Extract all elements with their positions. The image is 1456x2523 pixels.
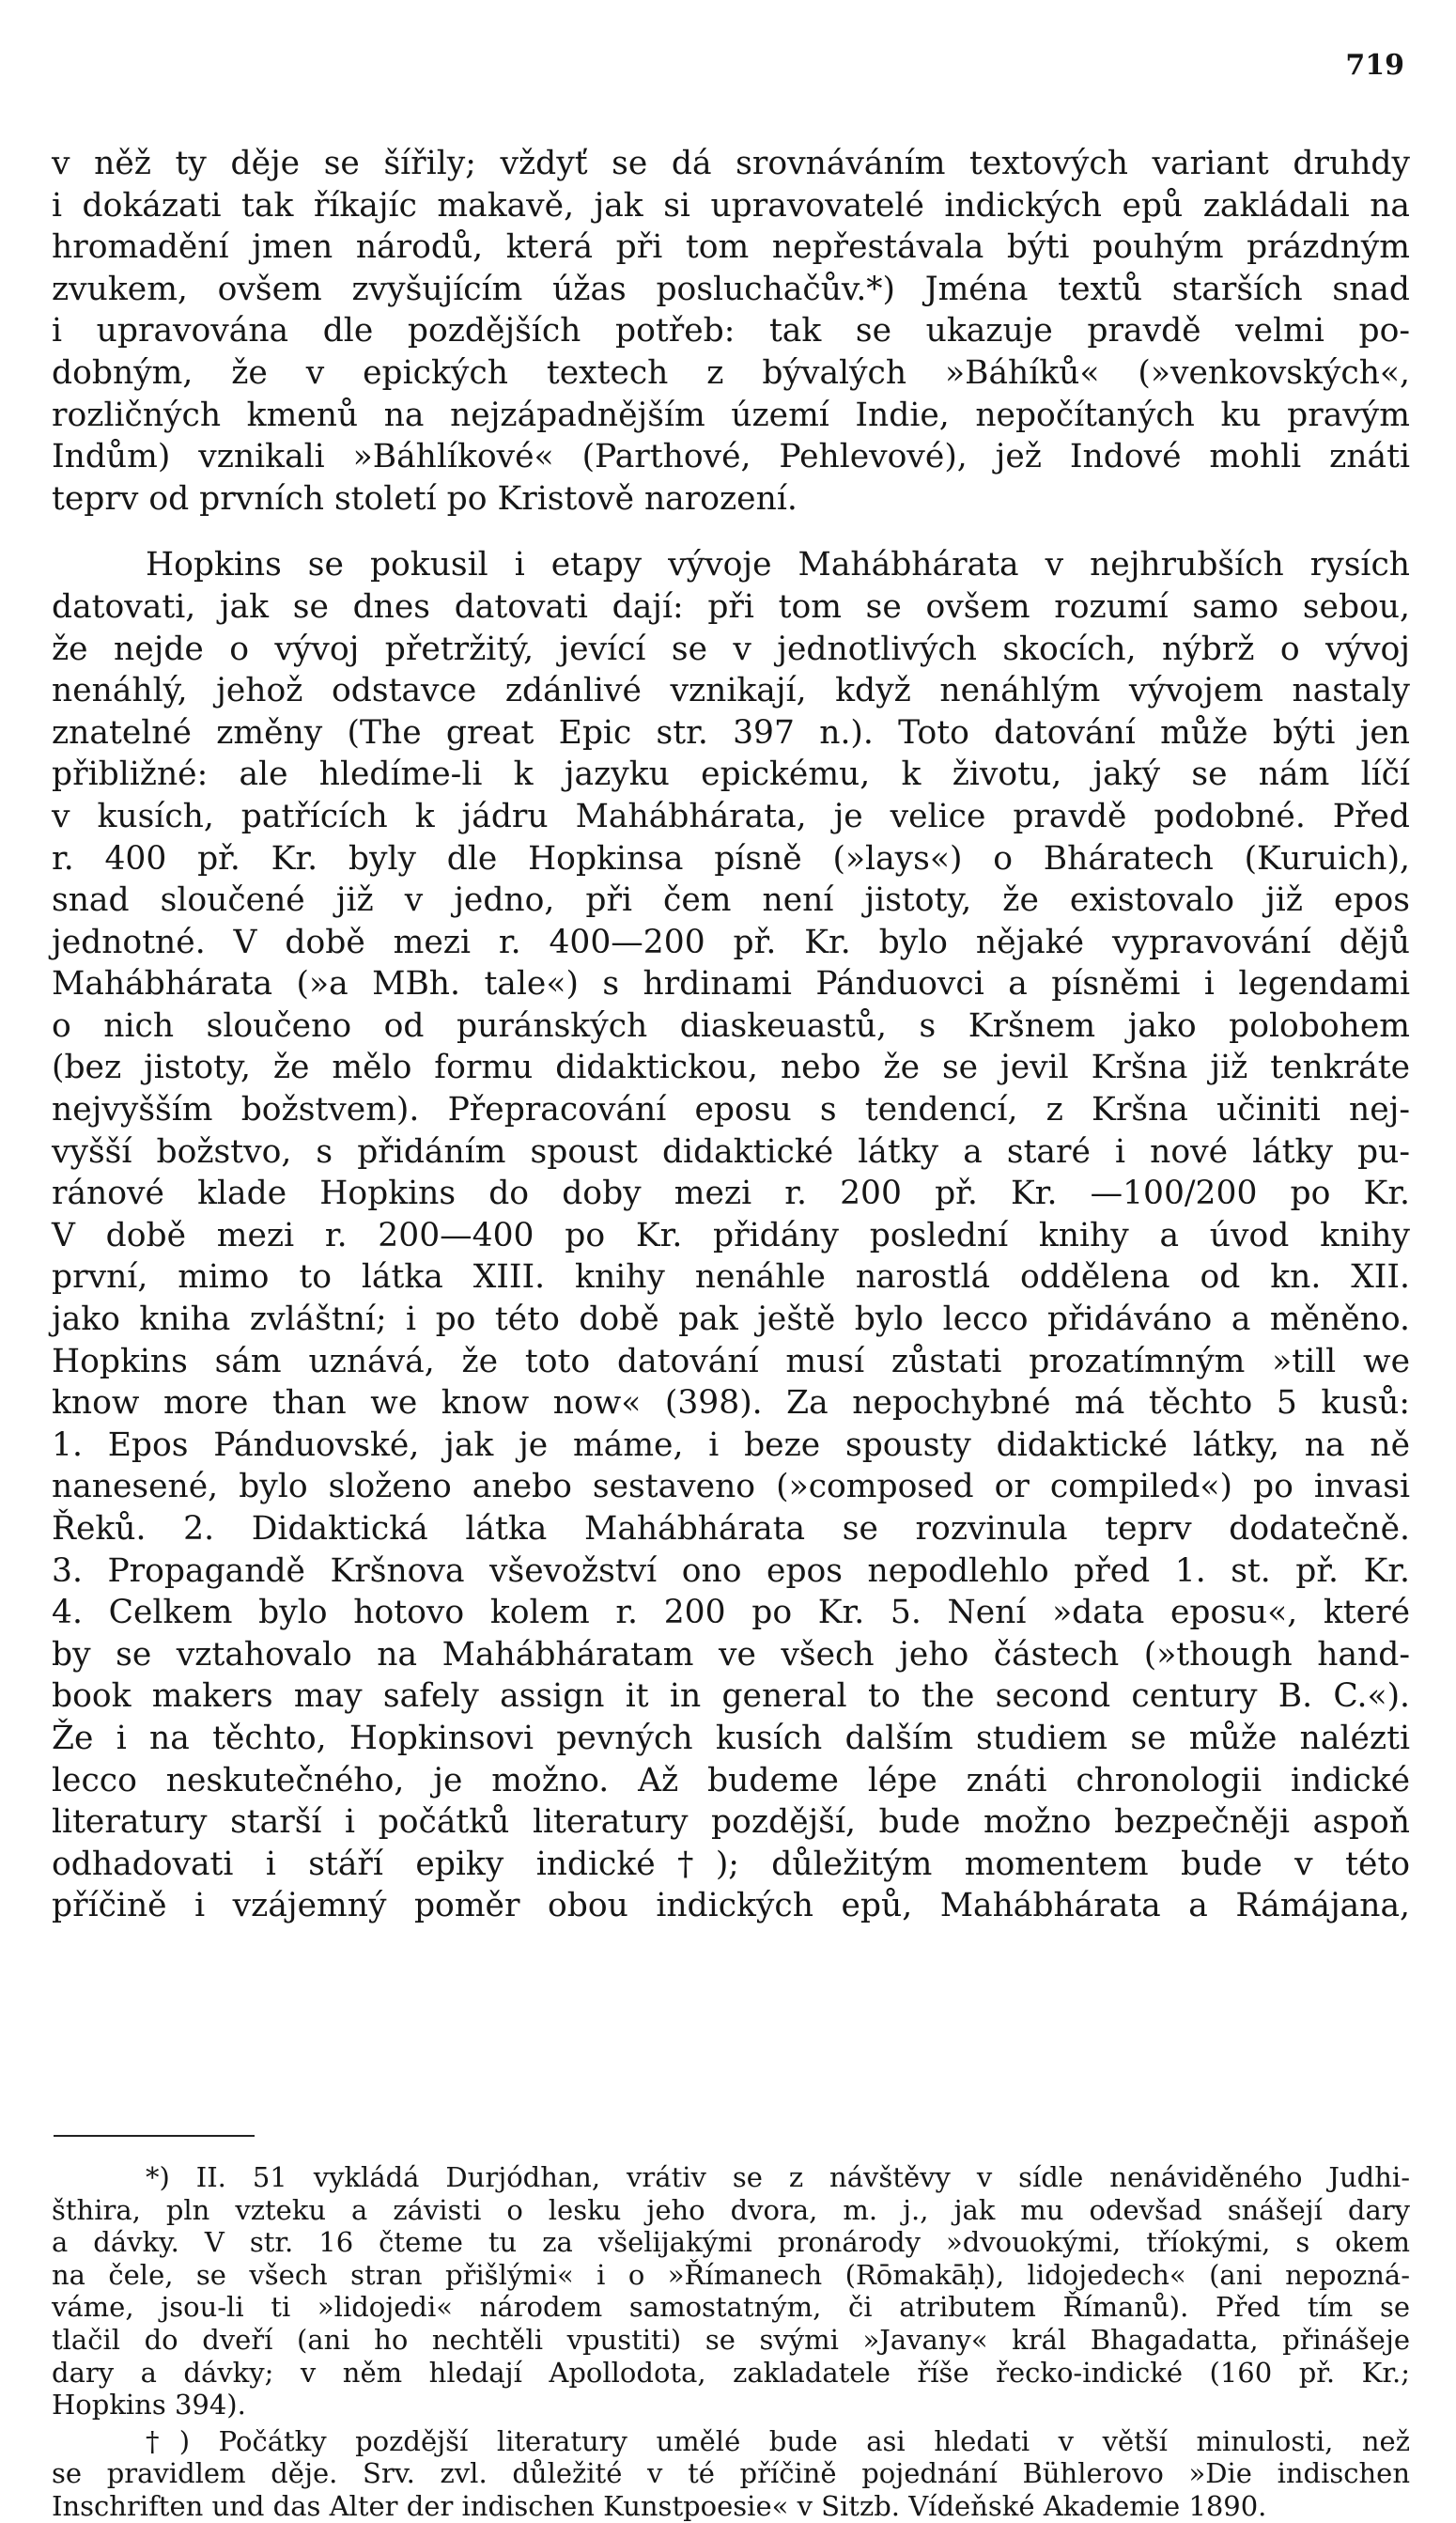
text-line: datovati, jak se dnes datovati dají: při tom se ovšem rozumí samo sebou, [52, 587, 1410, 626]
text-line: literatury starší i počátků literatury pozdější, bude možno bezpečněji aspoň [52, 1803, 1410, 1842]
text-line: r. 400 př. Kr. byly dle Hopkinsa písně (»lays«) o Bháratech (Kuruich), [52, 839, 1410, 878]
text-line: v něž ty děje se šířily; vždyť se dá srovnáváním textových variant druhdy [52, 145, 1410, 182]
text-line: i upravována dle pozdějších potřeb: tak se ukazuje pravdě velmi po- [52, 312, 1410, 350]
text-line: snad sloučené již v jedno, při čem není jistoty, že existovalo již epos [52, 881, 1410, 920]
text-line: rozličných kmenů na nejzápadnějším území Indie, nepočítaných ku pravým [52, 396, 1410, 434]
text-line: nejvyšším božstvem). Přepracování eposu s tendencí, z Kršna učiniti nej- [52, 1091, 1410, 1129]
paragraph-1 [52, 143, 1410, 520]
footnote-line: a dávky. V str. 16 čteme tu za všelijakými pronárody »dvouokými, tříokými, s okem [52, 2226, 1410, 2259]
text-line: v kusích, patřících k jádru Mahábhárata, je velice pravdě podobné. Před [52, 797, 1410, 835]
text-line: Hopkins se pokusil i etapy vývoje Mahábhárata v nejhrubších rysích [146, 546, 1410, 584]
footnote-divider [54, 2135, 255, 2137]
footnote-1 [52, 2161, 1410, 2422]
footnote-line: dary a dávky; v něm hledají Apollodota, zakladatele říše řecko-indické (160 př. Kr.; [52, 2356, 1410, 2389]
footnote-line: Hopkins 394). [52, 2389, 246, 2422]
text-line: Indům) vznikali »Báhlíkové« (Parthové, Pehlevové), jež Indové mohli znáti [52, 438, 1410, 476]
footnote-line: šthira, pln vzteku a závisti o lesku jeho dvora, m. j., jak mu odevšad snášejí dary [52, 2193, 1410, 2226]
text-line: Hopkins sám uznává, že toto datování musí zůstati prozatímným »till we [52, 1342, 1410, 1380]
text-line: book makers may safely assign it in general to the second century B. C.«). [52, 1677, 1410, 1716]
footnote-line: se pravidlem děje. Srv. zvl. důležité v té příčině pojednání Bühlerovo »Die indischen [52, 2457, 1410, 2490]
text-line: že nejde o vývoj přetržitý, jevící se v jednotlivých skocích, nýbrž o vývoj [52, 630, 1410, 668]
text-line: Mahábhárata (»a MBh. tale«) s hrdinami Pánduovci a písněmi i legendami [52, 965, 1410, 1004]
footnote-line: Inschriften und das Alter der indischen Kunstpoesie« v Sitzb. Vídeňské Akademie 1890. [52, 2489, 1267, 2522]
main-text [52, 143, 1410, 1927]
page-number: 719 [1345, 49, 1404, 82]
text-line: 1. Epos Pánduovské, jak je máme, i beze spousty didaktické látky, na ně [52, 1425, 1410, 1464]
text-line: přibližné: ale hledíme-li k jazyku epickému, k životu, jaký se nám líčí [52, 755, 1410, 794]
text-line: příčině i vzájemný poměr obou indických epů, Mahábhárata a Rámájana, [52, 1887, 1410, 1925]
text-line: Řeků. 2. Didaktická látka Mahábhárata se rozvinula teprv dodatečně. [52, 1510, 1410, 1548]
text-line: V době mezi r. 200—400 po Kr. přidány poslední knihy a úvod knihy [52, 1216, 1410, 1254]
text-line: Že i na těchto, Hopkinsovi pevných kusích dalším studiem se může nalézti [52, 1719, 1410, 1757]
text-line: o nich sloučeno od puránských diaskeuastů, s Kršnem jako polobohem [52, 1006, 1410, 1045]
text-line: dobným, že v epických textech z bývalých »Báhíků« (»venkovských«, [52, 353, 1410, 392]
text-line: lecco neskutečného, je možno. Až budeme lépe znáti chronologii indické [52, 1761, 1410, 1799]
text-line: jednotné. V době mezi r. 400—200 př. Kr. bylo nějaké vypravování dějů [52, 923, 1410, 961]
text-line: hromadění jmen národů, která při tom nepřestávala býti pouhým prázdným [52, 228, 1410, 267]
text-line: know more than we know now« (398). Za nepochybné má těchto 5 kusů: [52, 1384, 1410, 1423]
footnote-line: *) II. 51 vykládá Durjódhan, vrátiv se z návštěvy v sídle nenáviděného Judhi- [146, 2161, 1410, 2193]
text-line: nanesené, bylo složeno anebo sestaveno (»composed or compiled«) po invasi [52, 1468, 1410, 1506]
text-line: i dokázati tak říkajíc makavě, jak si upravovatelé indických epů zakládali na [52, 186, 1410, 225]
footnotes [52, 2161, 1410, 2523]
text-line: znatelné změny (The great Epic str. 397 n.). Toto datování může býti jen [52, 713, 1410, 752]
text-line: by se vztahovalo na Mahábháratam ve všech jeho částech (»though hand- [52, 1635, 1410, 1674]
text-line: ránové klade Hopkins do doby mezi r. 200 př. Kr. —100/200 po Kr. [52, 1175, 1410, 1213]
text-line: jako kniha zvláštní; i po této době pak ještě bylo lecco přidáváno a měněno. [52, 1300, 1410, 1339]
footnote-line: †) Počátky pozdější literatury umělé bude asi hledati v větší minulosti, než [146, 2424, 1410, 2457]
text-line: vyšší božstvo, s přidáním spoust didaktické látky a staré i nové látky pu- [52, 1132, 1410, 1171]
text-line: zvukem, ovšem zvyšujícím úžas posluchačův.*) Jména textů starších snad [52, 270, 1410, 308]
paragraph-2 [52, 544, 1410, 1927]
footnote-2 [52, 2425, 1410, 2523]
text-line: nenáhlý, jehož odstavce zdánlivé vznikají, když nenáhlým vývojem nastaly [52, 672, 1410, 710]
text-line: první, mimo to látka XIII. knihy nenáhle narostlá oddělena od kn. XII. [52, 1258, 1410, 1297]
text-line: teprv od prvních století po Kristově narození. [52, 479, 798, 518]
text-line: 4. Celkem bylo hotovo kolem r. 200 po Kr. 5. Není »data eposu«, které [52, 1594, 1410, 1632]
footnote-line: na čele, se všech stran přišlými« i o »Římanech (Rōmakāḥ), lidojedech« (ani nepozná- [52, 2258, 1410, 2291]
text-line: odhadovati i stáří epiky indické†); důležitým momentem bude v této [52, 1845, 1410, 1883]
text-line: (bez jistoty, že mělo formu didaktickou, nebo že se jevil Kršna již tenkráte [52, 1049, 1410, 1087]
footnote-line: tlačil do dveří (ani ho nechtěli vpustiti) se svými »Javany« král Bhagadatta, přinášeje [52, 2323, 1410, 2356]
text-line: 3. Propagandě Kršnova vševožství ono epos nepodlehlo před 1. st. př. Kr. [52, 1551, 1410, 1590]
footnote-line: váme, jsou-li ti »lidojedi« národem samostatným, či atributem Římanů). Před tím se [52, 2291, 1410, 2324]
